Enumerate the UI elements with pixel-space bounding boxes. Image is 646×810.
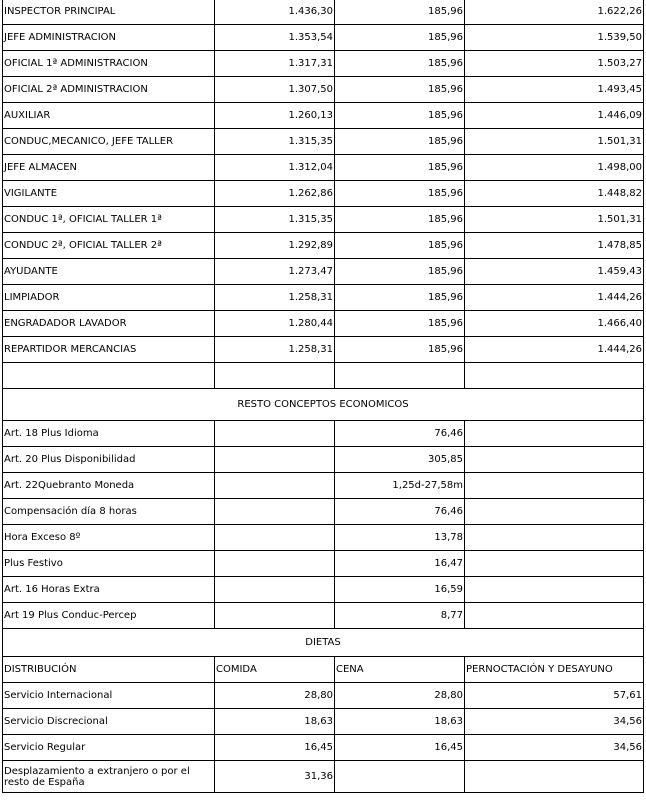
table-row: [3, 103, 644, 129]
empty-row: [3, 363, 644, 389]
table-row: [3, 499, 644, 525]
table-cell: [215, 473, 335, 499]
table-cell: 18,63: [215, 709, 335, 735]
table-cell: INSPECTOR PRINCIPAL: [3, 0, 215, 25]
table-cell: 1.315,35: [215, 129, 335, 155]
table-row: [3, 421, 644, 447]
table-row: [3, 551, 644, 577]
table-row: [3, 447, 644, 473]
table-row: [3, 577, 644, 603]
table-cell: 57,61: [465, 683, 644, 709]
table-cell: AUXILIAR: [3, 103, 215, 129]
col-header: DISTRIBUCIÓN: [3, 657, 215, 683]
table-cell: 185,96: [335, 233, 465, 259]
table-cell: 1.539,50: [465, 25, 644, 51]
table-cell: [465, 421, 644, 447]
table-cell: Art. 18 Plus Idioma: [3, 421, 215, 447]
table-row: [3, 311, 644, 337]
table-row: [3, 473, 644, 499]
table-cell: Hora Exceso 8º: [3, 525, 215, 551]
table-cell: OFICIAL 2ª ADMINISTRACION: [3, 77, 215, 103]
table-cell: 1.317,31: [215, 51, 335, 77]
table-row: [3, 683, 644, 709]
table-cell: [335, 761, 465, 793]
table-row: [3, 285, 644, 311]
table-cell: CONDUC 2ª, OFICIAL TALLER 2ª: [3, 233, 215, 259]
table-cell: 305,85: [335, 447, 465, 473]
table-cell: 13,78: [335, 525, 465, 551]
resto-title: RESTO CONCEPTOS ECONOMICOS: [3, 389, 644, 421]
table-cell: 1.622,26: [465, 0, 644, 25]
table-row: [3, 709, 644, 735]
table-row: [3, 0, 644, 25]
table-cell: 8,77: [335, 603, 465, 629]
table-cell: REPARTIDOR MERCANCIAS: [3, 337, 215, 363]
table-cell: 1.292,89: [215, 233, 335, 259]
table-row: [3, 25, 644, 51]
table-cell: Servicio Discrecional: [3, 709, 215, 735]
table-cell: JEFE ADMINISTRACION: [3, 25, 215, 51]
table-cell: 185,96: [335, 103, 465, 129]
table-cell: 185,96: [335, 129, 465, 155]
table-cell: 1.493,45: [465, 77, 644, 103]
table-cell: 28,80: [215, 683, 335, 709]
table-row: [3, 207, 644, 233]
table-cell: 185,96: [335, 337, 465, 363]
table-cell: 1.503,27: [465, 51, 644, 77]
table-cell: 1.258,31: [215, 337, 335, 363]
col-header: CENA: [335, 657, 465, 683]
resto-rows: [3, 421, 644, 629]
table-cell: [465, 603, 644, 629]
table-cell: [465, 525, 644, 551]
table-cell: 1.501,31: [465, 129, 644, 155]
resto-header-row: [3, 389, 644, 421]
table-cell: [465, 499, 644, 525]
table-row: [3, 233, 644, 259]
table-cell: 185,96: [335, 0, 465, 25]
table-row: [3, 525, 644, 551]
table-cell: 1.353,54: [215, 25, 335, 51]
table-cell: 185,96: [335, 77, 465, 103]
table-cell: 34,56: [465, 709, 644, 735]
table-cell: 1.466,40: [465, 311, 644, 337]
table-cell: AYUDANTE: [3, 259, 215, 285]
table-cell: Servicio Internacional: [3, 683, 215, 709]
table-cell: 1.459,43: [465, 259, 644, 285]
table-cell: [465, 577, 644, 603]
table-cell: 185,96: [335, 207, 465, 233]
table-cell: CONDUC 1ª, OFICIAL TALLER 1ª: [3, 207, 215, 233]
table-cell: 1.260,13: [215, 103, 335, 129]
table-cell: JEFE ALMACEN: [3, 155, 215, 181]
table-cell: 1.273,47: [215, 259, 335, 285]
table-cell: 76,46: [335, 421, 465, 447]
table-row: [3, 259, 644, 285]
table-cell: 1.478,85: [465, 233, 644, 259]
table-cell: [215, 551, 335, 577]
table-cell: LIMPIADOR: [3, 285, 215, 311]
table-row: [3, 735, 644, 761]
table-cell: [215, 447, 335, 473]
dietas-column-headers: [3, 657, 644, 683]
table-row: [3, 77, 644, 103]
table-cell: ENGRADADOR LAVADOR: [3, 311, 215, 337]
col-header: COMIDA: [215, 657, 335, 683]
table-cell: 1.444,26: [465, 337, 644, 363]
dietas-rows: [3, 683, 644, 793]
table-cell: 1.448,82: [465, 181, 644, 207]
table-row: [3, 603, 644, 629]
table-cell: Art. 22Quebranto Moneda: [3, 473, 215, 499]
table-cell: OFICIAL 1ª ADMINISTRACION: [3, 51, 215, 77]
table-cell: 1.258,31: [215, 285, 335, 311]
table-cell: 185,96: [335, 311, 465, 337]
table-cell: Servicio Regular: [3, 735, 215, 761]
table-cell: 1.307,50: [215, 77, 335, 103]
dietas-title: DIETAS: [3, 629, 644, 657]
table-cell: 185,96: [335, 181, 465, 207]
table-cell: 16,59: [335, 577, 465, 603]
table-row: [3, 761, 644, 793]
table-cell: [465, 473, 644, 499]
table-cell: 185,96: [335, 259, 465, 285]
table-cell: [215, 603, 335, 629]
table-cell: 1.315,35: [215, 207, 335, 233]
dietas-header-row: [3, 629, 644, 657]
salary-table: [2, 0, 644, 793]
table-cell: 76,46: [335, 499, 465, 525]
table-cell: 1.262,86: [215, 181, 335, 207]
table-cell: 16,47: [335, 551, 465, 577]
col-header: PERNOCTACIÓN Y DESAYUNO: [465, 657, 644, 683]
table-cell: [465, 761, 644, 793]
table-cell: 1.312,04: [215, 155, 335, 181]
table-cell: 185,96: [335, 155, 465, 181]
table-cell: [215, 577, 335, 603]
table-cell: CONDUC,MECANICO, JEFE TALLER: [3, 129, 215, 155]
table-cell: 31,36: [215, 761, 335, 793]
table-cell: Plus Festivo: [3, 551, 215, 577]
table-cell: 28,80: [335, 683, 465, 709]
table-cell: 16,45: [335, 735, 465, 761]
table-row: [3, 181, 644, 207]
table-cell: Art 19 Plus Conduc-Percep: [3, 603, 215, 629]
table-cell: 1.446,09: [465, 103, 644, 129]
table-cell: Art. 16 Horas Extra: [3, 577, 215, 603]
salary-rows: [3, 0, 644, 363]
table-cell: 1.444,26: [465, 285, 644, 311]
table-cell: 18,63: [335, 709, 465, 735]
table-cell: [215, 525, 335, 551]
table-cell: 1.501,31: [465, 207, 644, 233]
table-cell: 185,96: [335, 51, 465, 77]
table-cell: [215, 421, 335, 447]
table-cell: [465, 447, 644, 473]
table-cell: Art. 20 Plus Disponibilidad: [3, 447, 215, 473]
table-cell: 1.498,00: [465, 155, 644, 181]
table-row: [3, 129, 644, 155]
table-cell: 185,96: [335, 25, 465, 51]
table-cell: VIGILANTE: [3, 181, 215, 207]
table-cell: [465, 551, 644, 577]
table-cell: 34,56: [465, 735, 644, 761]
table-cell: 1,25d-27,58m: [335, 473, 465, 499]
table-row: [3, 155, 644, 181]
table-cell: 1.436,30: [215, 0, 335, 25]
table-row: [3, 337, 644, 363]
table-cell: 16,45: [215, 735, 335, 761]
table-cell: Compensación día 8 horas: [3, 499, 215, 525]
table-cell: Desplazamiento a extranjero o por el resto de España: [3, 761, 215, 793]
table-cell: 185,96: [335, 285, 465, 311]
table-cell: 1.280,44: [215, 311, 335, 337]
table-cell: [215, 499, 335, 525]
table-row: [3, 51, 644, 77]
